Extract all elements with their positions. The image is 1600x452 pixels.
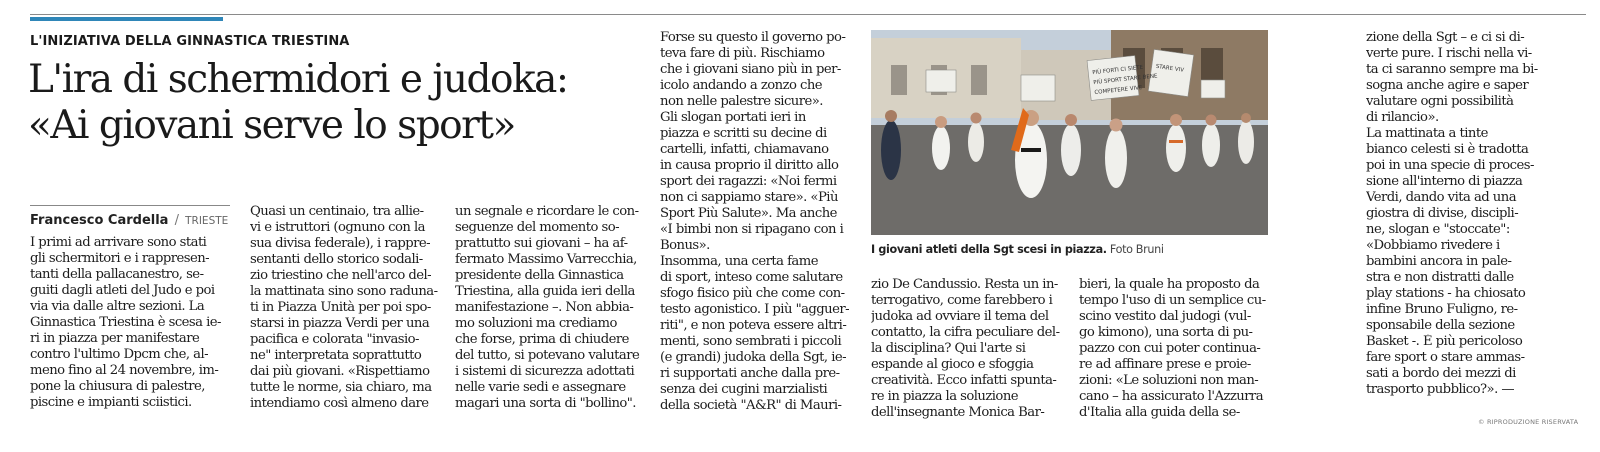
article-text-line: sua divisa federale), i rappre- [250,236,431,251]
article-text-line: d'Italia alla guida della se- [1079,405,1240,420]
article-text-line: giostra di divise, discipli- [1366,206,1519,221]
photo-credit: Foto Bruni [1109,243,1164,256]
article-text-line: sogna anche agire e saper [1366,78,1529,93]
article-text-line: un segnale e ricordare le con- [455,204,639,219]
article-text-line: sport dei ragazzi: «Noi fermi [660,174,837,189]
article-text-line: piscine e impianti sciistici. [30,395,192,410]
article-text-line: tanti della pallacanestro, se- [30,267,204,282]
article-text-line: creatività. Ecco infatti spunta- [871,373,1057,388]
article-text-line: nelle varie sedi e assegnare [455,380,626,395]
article-column-7 [1366,30,1578,398]
article-text-line: Insomma, una certa fame [660,254,818,269]
article-text-line: pone la chiusura di palestre, [30,379,205,394]
article-text-line: bieri, la quale ha proposto da [1079,277,1260,292]
headline [28,57,658,149]
article-text-line: re in piazza la soluzione [871,389,1019,404]
byline-separator: / [174,213,179,228]
article-column-6 [1079,277,1275,421]
copyright-notice: © RIPRODUZIONE RISERVATA [1478,418,1579,426]
photo-illustration [871,30,1268,235]
article-text-line: piazza e scritti su decine di [660,126,827,141]
article-text-line: stra e non distratti dalle [1366,270,1514,285]
article-text-line: ta ci saranno sempre ma bi- [1366,62,1538,77]
article-text-line: Bonus». [660,238,710,253]
article-text-line: non ci sappiamo stare». «Più [660,190,838,205]
article-text-line: bianco celesti si è tradotta [1366,142,1529,157]
article-text-line: menti, sono sembrati i piccoli [660,334,842,349]
protest-sign-text: COMPETERE VIVE [1094,84,1143,97]
article-text-line: zio De Candussio. Resta un in- [871,277,1058,292]
byline-author: Francesco Cardella [30,213,169,228]
article-text-line: ne, slogan e "stoccate": [1366,222,1510,237]
article-text-line: valutare ogni possibilità [1366,94,1514,109]
article-text-line: bambini ancora in pale- [1366,254,1512,269]
article-text-line: ri in piazza per manifestare [30,331,200,346]
article-text-line: vi e istruttori (ognuno con la [250,220,425,235]
article-text-line: (e grandi) judoka della Sgt, ie- [660,350,847,365]
article-text-line: Basket -. È più pericoloso [1366,334,1523,349]
article-text-line: meno fino al 24 novembre, im- [30,363,219,378]
article-text-line: go kimono), una sorta di pu- [1079,325,1253,340]
article-text-line: di sport, inteso come salutare [660,270,843,285]
article-text-line: guiti dagli atleti del Judo e poi [30,283,215,298]
protest-sign-text: PIÙ SPORT STARE BENE [1093,73,1158,87]
article-column-2 [250,204,450,412]
article-text-line: sfogo fisico più che come con- [660,286,845,301]
article-text-line: sione all'interno di piazza [1366,174,1523,189]
article-text-line: la disciplina? Qui l'arte si [871,341,1026,356]
article-text-line: La mattinata a tinte [1366,126,1488,141]
top-rule [30,14,1586,15]
article-text-line: Sport Più Salute». Ma anche [660,206,837,221]
article-text-line: riti", e non poteva essere altri- [660,318,847,333]
article-text-line: contatto, la cifra peculiare del- [871,325,1060,340]
article-text-line: tempo l'uso di un semplice cu- [1079,293,1266,308]
article-text-line: espande al gioco e sfoggia [871,357,1034,372]
article-text-line: i sistemi di sicurezza adottati [455,364,635,379]
article-text-line: Triestina, alla guida ieri della [455,284,635,299]
photo-caption-text: I giovani atleti della Sgt scesi in piazza. [871,243,1107,256]
article-text-line: teva fare di più. Rischiamo [660,46,825,61]
article-text-line: ri supportati anche dalla pre- [660,366,840,381]
article-text-line: senza dei cugini marzialisti [660,382,828,397]
article-text-line: non nelle palestre sicure». [660,94,823,109]
article-text-line: intendiamo così almeno dare [250,396,429,411]
article-text-line: testo agonistico. I più "agguer- [660,302,850,317]
article-column-5 [871,277,1069,421]
article-text-line: del tutto, si potevano valutare [455,348,640,363]
article-text-line: infine Bruno Fuligno, re- [1366,302,1518,317]
article-text-line: contro l'ultimo Dpcm che, al- [30,347,209,362]
article-text-line: I primi ad arrivare sono stati [30,235,207,250]
article-text-line: fermato Massimo Varrecchia, [455,252,637,267]
section-accent-bar [30,17,223,21]
article-text-line: gli schermitori e i rappresen- [30,251,210,266]
article-column-3 [455,204,655,412]
article-text-line: ne" interpretata soprattutto [250,348,422,363]
article-text-line: zio triestino che nell'arco del- [250,268,432,283]
article-text-line: sentanti dello storico sodali- [250,252,423,267]
article-text-line: tutte le norme, sia chiaro, ma [250,380,432,395]
article-text-line: fare sport o stare ammas- [1366,350,1525,365]
article-text-line: Gli slogan portati ieri in [660,110,806,125]
article-text-line: icolo andando a zonzo che [660,78,823,93]
article-text-line: «I bimbi non si ripagano con i [660,222,844,237]
article-text-line: poi in una specie di proces- [1366,158,1534,173]
article-text-line: verte pure. I rischi nella vi- [1366,46,1532,61]
article-text-line: mo soluzioni ma crediamo [455,316,617,331]
article-text-line: Verdi, dando vita ad una [1366,190,1517,205]
article-text-line: zioni: «Le soluzioni non man- [1079,373,1259,388]
article-text-line: presidente della Ginnastica [455,268,624,283]
article-text-line: Quasi un centinaio, tra allie- [250,204,424,219]
photo-caption [871,243,1164,256]
article-text-line: Ginnastica Triestina è scesa ie- [30,315,221,330]
article-text-line: starsi in piazza Verdi per una [250,316,430,331]
article-text-line: dai più giovani. «Rispettiamo [250,364,430,379]
article-text-line: play stations - ha chiosato [1366,286,1526,301]
article-text-line: che forse, prima di chiudere [455,332,629,347]
news-photo [871,30,1268,235]
article-text-line: terrogativo, come farebbero i [871,293,1053,308]
article-text-line: pacifica e colorata "invasio- [250,332,419,347]
article-column-1 [30,235,238,411]
article-text-line: re ad affinare prese e proie- [1079,357,1251,372]
article-text-line: ti in Piazza Unità per poi spo- [250,300,431,315]
article-text-line: sati a bordo dei mezzi di [1366,366,1516,381]
article-column-4 [660,30,860,414]
kicker: L'INIZIATIVA DELLA GINNASTICA TRIESTINA [30,34,350,49]
article-text-line: zione della Sgt – e ci si di- [1366,30,1525,45]
article-text-line: judoka ad ovviare il tema del [871,309,1049,324]
article-text-line: prattutto sui giovani – ha af- [455,236,628,251]
byline-city: TRIESTE [185,215,229,227]
headline-line: «Ai giovani serve lo sport» [28,103,515,148]
article-text-line: cartelli, infatti, chiamavano [660,142,829,157]
article-text-line: in causa proprio il diritto allo [660,158,839,173]
article-text-line: manifestazione –. Non abbia- [455,300,634,315]
article-text-line: «Dobbiamo rivedere i [1366,238,1500,253]
protest-sign-text: STARE VIV [1155,63,1185,74]
byline-rule [30,205,230,206]
article-text-line: che i giovani siano più in per- [660,62,841,77]
article-text-line: la mattinata sino sono raduna- [250,284,438,299]
article-text-line: Forse su questo il governo po- [660,30,846,45]
article-text-line: magari una sorta di "bollino". [455,396,636,411]
article-text-line: dell'insegnante Monica Bar- [871,405,1045,420]
byline [30,213,228,228]
article-text-line: trasporto pubblico?». — [1366,382,1514,397]
article-text-line: via via dalle altre sezioni. La [30,299,205,314]
article-text-line: seguenze del momento so- [455,220,620,235]
protest-sign-text: PIÙ FORTI CI SIETE [1092,64,1144,77]
article-text-line: della società "A&R" di Mauri- [660,398,842,413]
article-text-line: cano – ha assicurato l'Azzurra [1079,389,1264,404]
article-text-line: di rilancio». [1366,110,1439,125]
article-text-line: sponsabile della sezione [1366,318,1515,333]
article-text-line: pazzo con cui poter continua- [1079,341,1261,356]
headline-line: L'ira di schermidori e judoka: [28,57,568,102]
article-text-line: scino vestito dal judogi (vul- [1079,309,1251,324]
